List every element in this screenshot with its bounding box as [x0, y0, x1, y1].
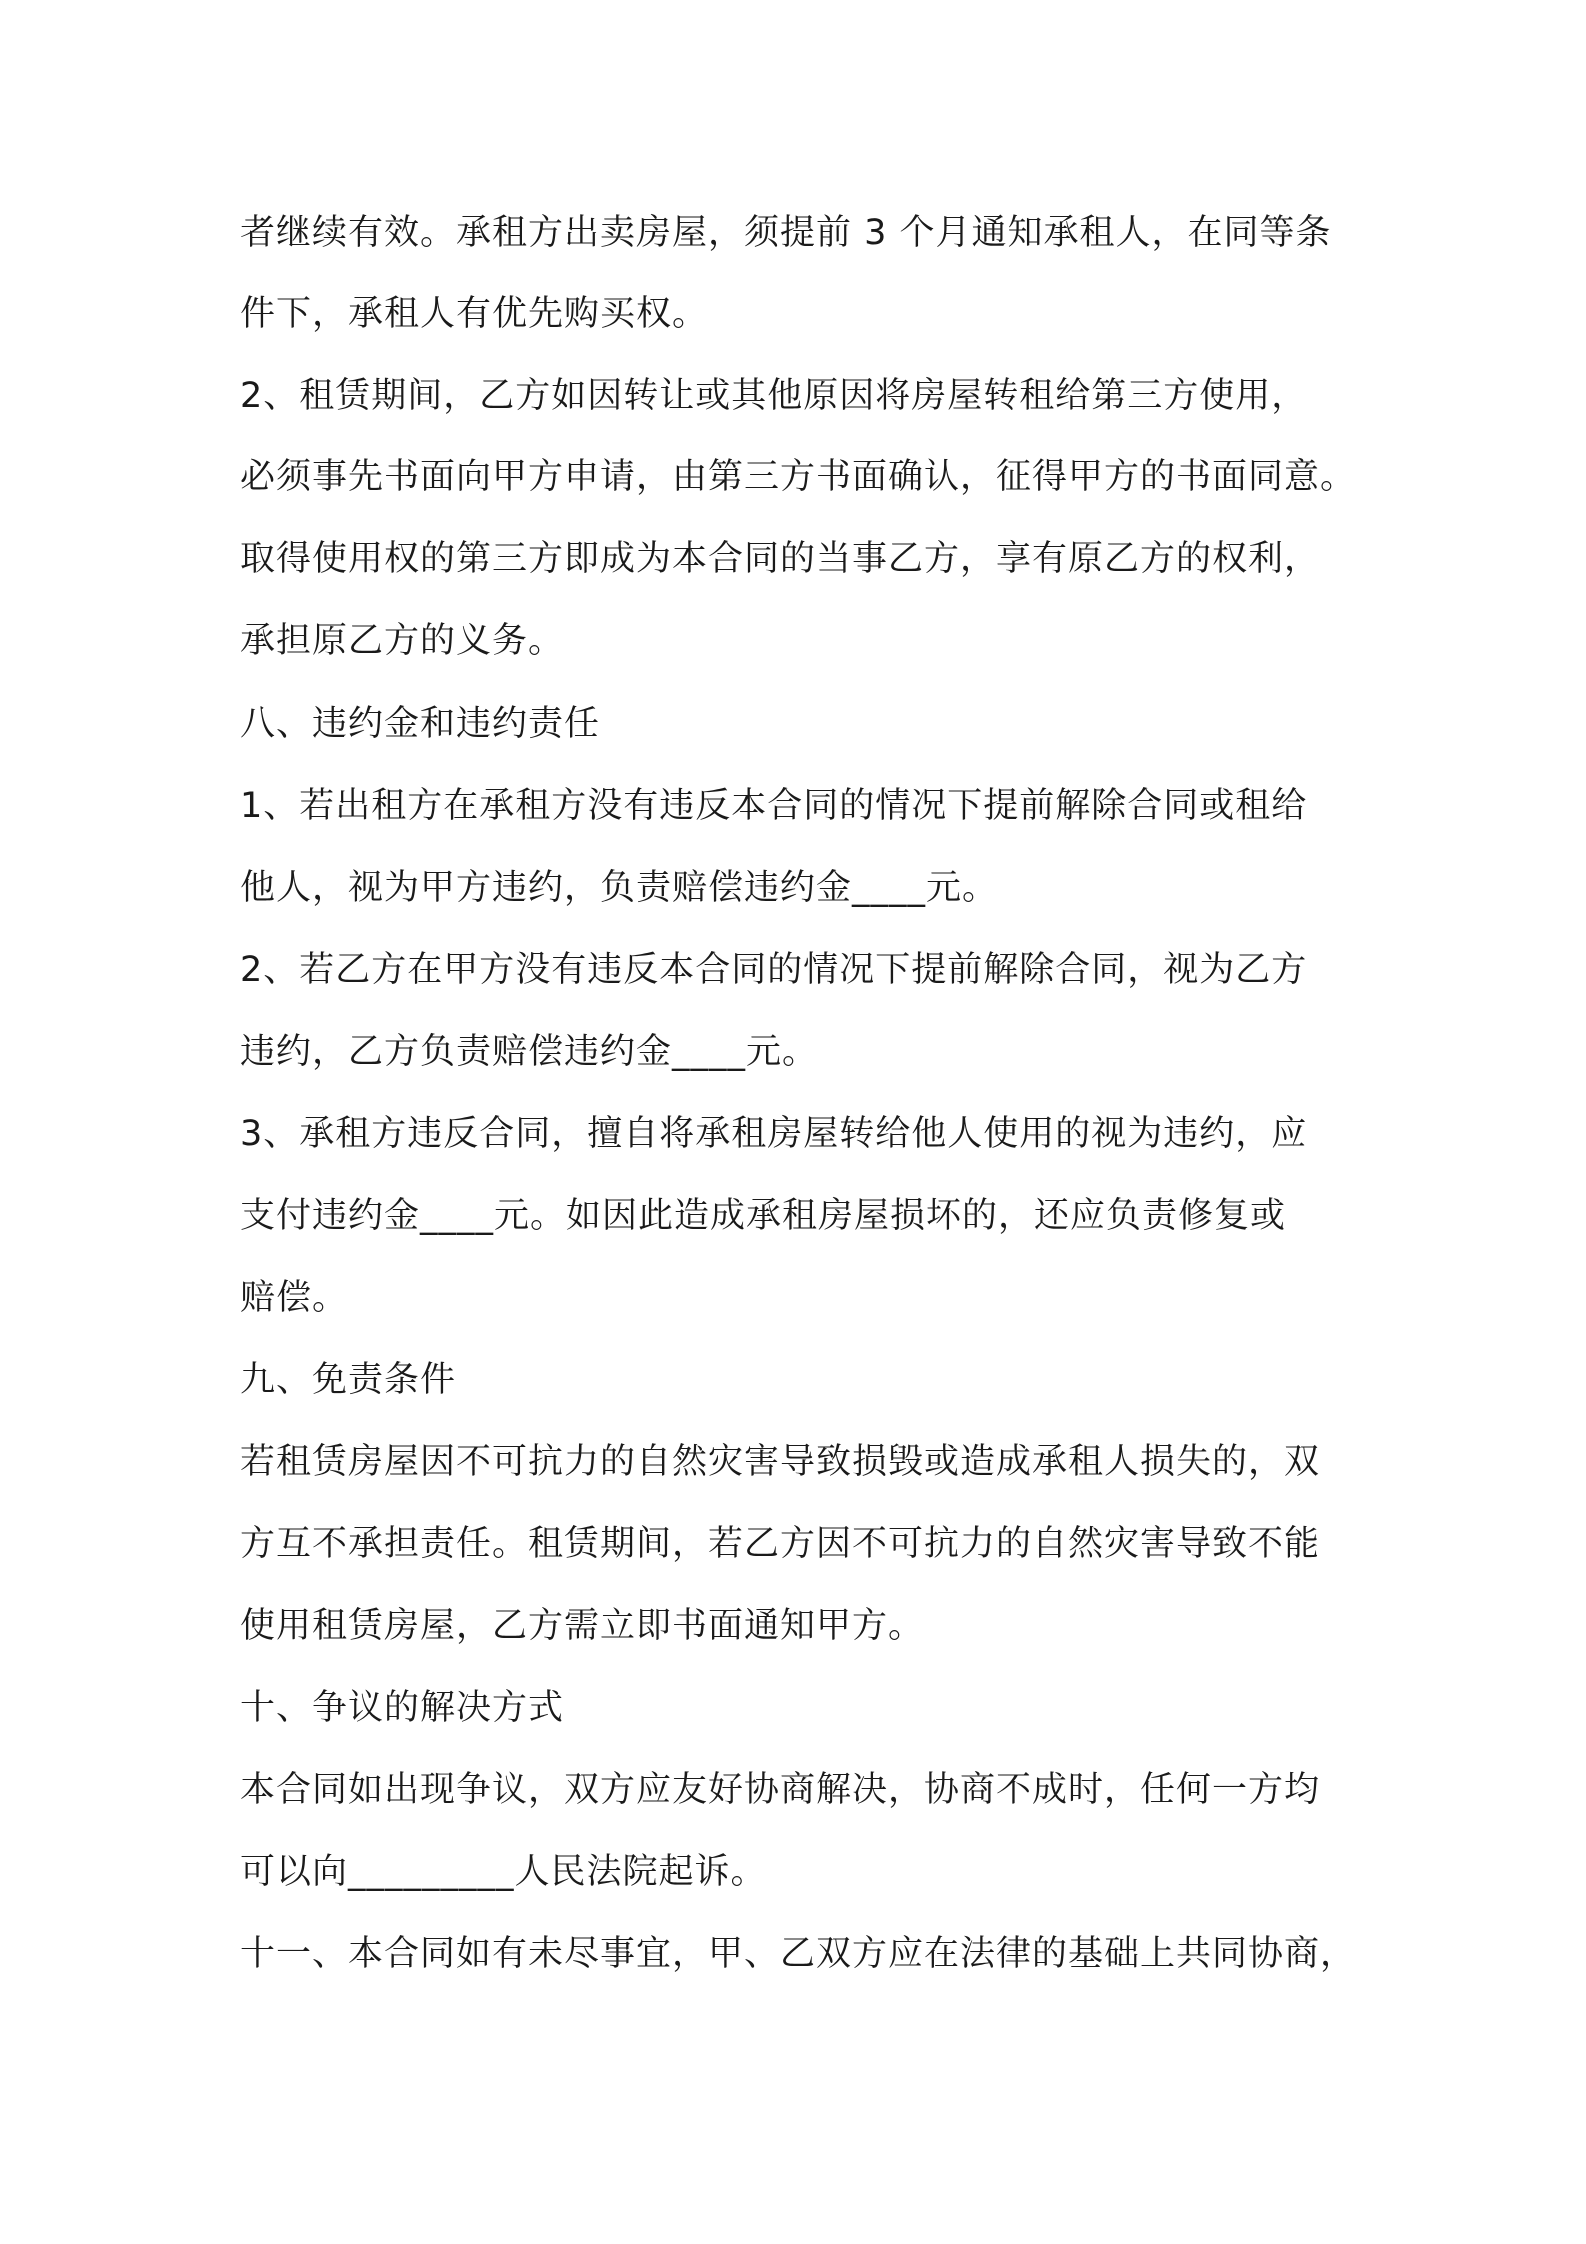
text-line: 2、租赁期间，乙方如因转让或其他原因将房屋转租给第三方使用，	[240, 376, 1308, 416]
text-line: 3、承租方违反合同，擅自将承租房屋转给他人使用的视为违约，应	[240, 1114, 1308, 1154]
text-line: 承担原乙方的义务。	[240, 621, 565, 661]
section-heading: 九、免责条件	[240, 1360, 457, 1400]
text-line: 必须事先书面向甲方申请，由第三方书面确认，征得甲方的书面同意。	[240, 457, 1357, 497]
text-line: 1、若出租方在承租方没有违反本合同的情况下提前解除合同或租给	[240, 786, 1308, 826]
text-line: 他人，视为甲方违约，负责赔偿违约金____元。	[240, 868, 999, 908]
section-heading: 十、争议的解决方式	[240, 1688, 565, 1728]
text-line: 违约，乙方负责赔偿违约金____元。	[240, 1032, 819, 1072]
text-line: 方互不承担责任。租赁期间，若乙方因不可抗力的自然灾害导致不能	[240, 1524, 1321, 1564]
text-line: 者继续有效。承租方出卖房屋，须提前 3 个月通知承租人，在同等条	[240, 213, 1332, 253]
text-line: 支付违约金____元。如因此造成承租房屋损坏的，还应负责修复或	[240, 1196, 1287, 1236]
text-line: 2、若乙方在甲方没有违反本合同的情况下提前解除合同，视为乙方	[240, 950, 1308, 990]
text-line: 使用租赁房屋，乙方需立即书面通知甲方。	[240, 1606, 925, 1646]
section-heading: 八、违约金和违约责任	[240, 704, 601, 744]
text-line: 可以向_________人民法院起诉。	[240, 1852, 767, 1892]
text-line: 取得使用权的第三方即成为本合同的当事乙方，享有原乙方的权利，	[240, 539, 1321, 579]
text-line: 十一、本合同如有未尽事宜，甲、乙双方应在法律的基础上共同协商，	[240, 1934, 1357, 1974]
text-line: 本合同如出现争议，双方应友好协商解决，协商不成时，任何一方均	[240, 1770, 1321, 1810]
text-line: 若租赁房屋因不可抗力的自然灾害导致损毁或造成承租人损失的，双	[240, 1442, 1321, 1482]
text-line: 件下，承租人有优先购买权。	[240, 294, 709, 334]
text-line: 赔偿。	[240, 1278, 349, 1318]
